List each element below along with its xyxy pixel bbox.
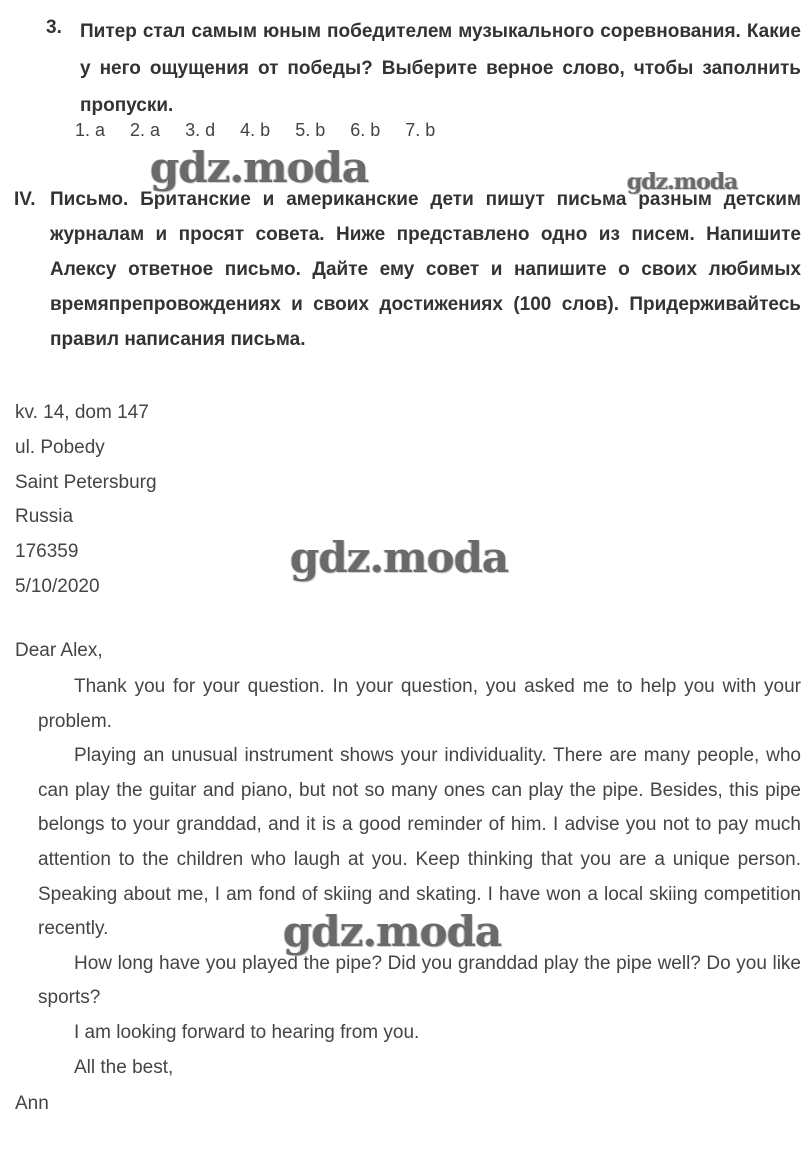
- watermark: gdz.moda: [627, 169, 738, 195]
- answer-item: 3. d: [185, 120, 216, 140]
- watermark: gdz.moda: [283, 907, 502, 956]
- address-line: Russia: [15, 506, 74, 528]
- letter-signature: Ann: [15, 1093, 49, 1114]
- answer-item: 7. b: [405, 120, 436, 140]
- letter-paragraph: How long have you played the pipe? Did you granddad play the pipe well? Do you like sports?: [38, 952, 801, 1009]
- task-instructions: Питер стал самым юным победителем музыкального соревнования. Какие у него ощущения от победы? Выберите верное слово, чтобы заполнить пропуски.: [80, 21, 801, 116]
- answer-item: 1. a: [75, 120, 106, 140]
- letter-paragraph: I am looking forward to hearing from you.: [74, 1021, 420, 1043]
- watermark: gdz.moda: [150, 143, 369, 192]
- letter-closing: All the best,: [74, 1056, 174, 1078]
- letter-greeting: Dear Alex,: [15, 640, 103, 661]
- address-line: ul. Pobedy: [15, 436, 105, 458]
- address-line: Saint Petersburg: [15, 471, 157, 493]
- answer-item: 5. b: [295, 120, 326, 140]
- letter-paragraph: Thank you for your question. In your question, you asked me to help you with your problem.: [38, 676, 801, 732]
- letter-body: [38, 670, 801, 1085]
- watermark: gdz.moda: [290, 533, 509, 582]
- address-line: kv. 14, dom 147: [15, 402, 149, 423]
- address-line: 176359: [15, 541, 79, 563]
- date-line: 5/10/2020: [15, 575, 100, 597]
- section-instructions: Письмо. Британские и американские дети пишут письма разным детским журналам и просят совета. Ниже представлено одно из писем. Напишите Алексу ответное письмо. Дайте ему совет и напишите о своих любимых времяпрепровождениях и своих достижениях (100 слов). Придерживайтесь правил написания письма.: [50, 189, 801, 350]
- answer-item: 2. a: [130, 120, 161, 140]
- answer-key: [75, 120, 455, 141]
- letter-paragraph: Playing an unusual instrument shows your individuality. There are many people, who can play the guitar and piano, but not so many ones can play the pipe. Besides, this pipe belongs to your granddad, and it is a good reminder of him. I advise you not to pay much attention to the children who laugh at you. Keep thinking that you are a unique person. Speaking about me, I am fond of skiing and skating. I have won a local skiing competition recently.: [38, 745, 801, 940]
- task-number: 3.: [46, 17, 62, 38]
- answer-item: 4. b: [240, 120, 271, 140]
- section-number: IV.: [14, 189, 36, 210]
- address-block: [15, 396, 157, 605]
- answer-item: 6. b: [350, 120, 381, 140]
